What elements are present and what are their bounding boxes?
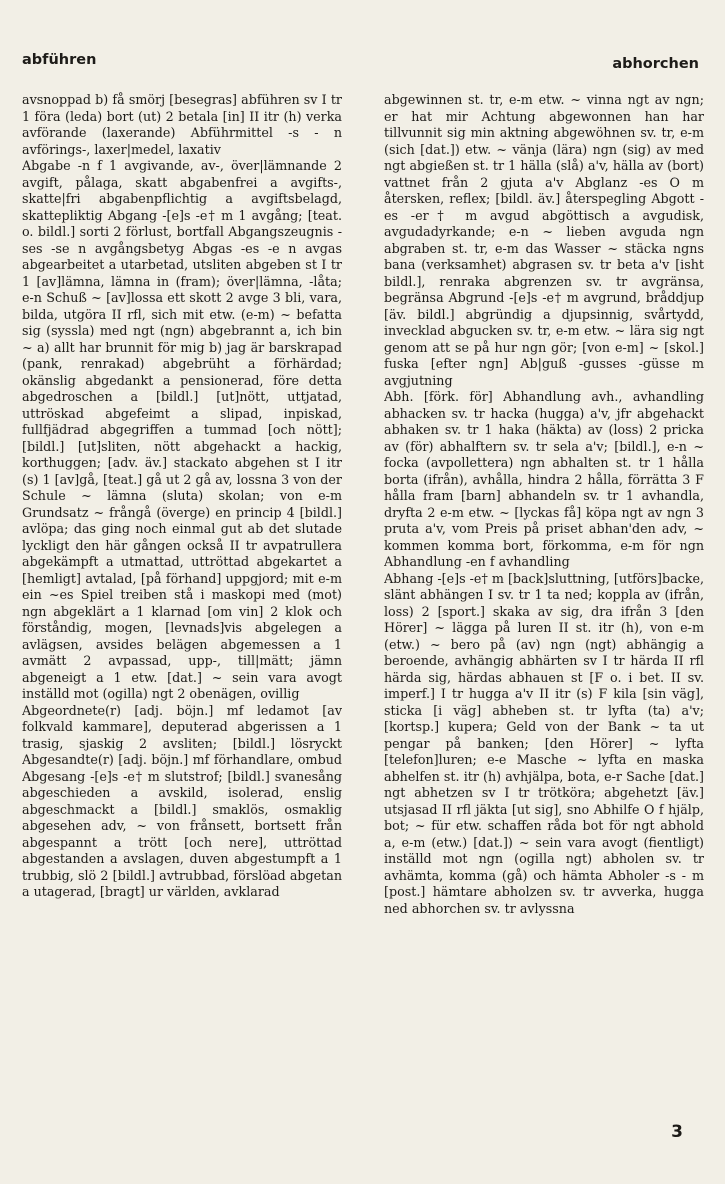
guide-word-left: abführen xyxy=(22,52,97,68)
entry-block: avsnoppad b) få smörj [besegras] abführen sv I tr 1 föra (leda) bort (ut) 2 betala [in] II itr (h) verka avförande (laxerande) Abführmittel -s - n avförings-, laxer|medel, laxativ xyxy=(22,92,342,157)
page-number: 3 xyxy=(671,1122,683,1142)
guide-word-right: abhorchen xyxy=(612,56,699,72)
entry-block: Abh. [förk. för] Abhandlung avh., avhandling abhacken sv. tr hacka (hugga) a'v, jfr abgehackt abhaken sv. tr 1 haka (häkta) av (loss) 2 pricka av (för) abhalftern sv. tr sela a'v; [bildl.], e-n ~ focka (avpollettera) ngn abhalten st. tr 1 hålla borta (ifrån), avhålla, hindra 2 hålla, förrätta 3 F hålla fram [barn] abhandeln sv. tr 1 avhandla, dryfta 2 e-m etw. ~ [lyckas få] köpa ngt av ngn 3 pruta a'v, vom Preis på priset abhan'den adv, ~ kommen komma bort, förkomma, e-m för ngn Abhandlung -en f avhandling xyxy=(384,389,704,569)
column-left xyxy=(22,92,342,1132)
entry-block: Abgabe -n f 1 avgivande, av-, över|lämnande 2 avgift, pålaga, skatt abgabenfrei a avgifts-, skatte|fri abgabenpflichtig a avgiftsbelagd, skattepliktig Abgang -[e]s -e† m 1 avgång; [teat. o. bildl.] sorti 2 förlust, bortfall Abgangszeugnis -ses -se n avgångsbetyg Abgas -es -e n avgas abgearbeitet a utarbetad, utsliten abgeben st I tr 1 [av]lämna, lämna in (fram); över|lämna, -låta; e-n Schuß ~ [av]lossa ett skott 2 avge 3 bli, vara, bilda, utgöra II rfl, sich mit etw. (e-m) ~ befatta sig (syssla) med ngt (ngn) abgebrannt a, ich bin ~ a) allt har brunnit för mig b) jag är barskrapad (pank, renrakad) abgebrüht a förhärdad; okänslig abgedankt a pensionerad, före detta abgedroschen a [bildl.] [ut]nött, uttjatad, uttröskad abgefeimt a slipad, inpiskad, fullfjädrad abgegriffen a tummad [och nött]; [bildl.] [ut]sliten, nött abgehackt a hackig, korthuggen; [adv. äv.] stackato abgehen st I itr (s) 1 [av]gå, [teat.] gå ut 2 gå av, lossna 3 von der Schule ~ lämna (sluta) skolan; von e-m Grundsatz ~ frångå (överge) en princip 4 [bildl.] avlöpa; das ging noch einmal gut ab det slutade lyckligt den här gången också II tr avpatrullera abgekämpft a utmattad, uttröttad abgekartet a [hemligt] avtalad, [på förhand] uppgjord; mit e-m ein ~es Spiel treiben stå i maskopi med (mot) ngn abgeklärt a 1 klarnad [om vin] 2 klok och förståndig, mogen, [levnads]vis abgelegen a avlägsen, avsides belägen abgemessen a 1 avmätt 2 avpassad, upp-, till|mätt; jämn abgeneigt a 1 etw. [dat.] ~ sein vara avogt inställd mot (ogilla) ngt 2 obenägen, ovillig xyxy=(22,158,342,701)
page-header xyxy=(22,48,703,76)
entry-block: Abhang -[e]s -e† m [back]sluttning, [utförs]backe, slänt abhängen I sv. tr 1 ta ned; koppla av (ifrån, loss) 2 [sport.] skaka av sig, dra ifrån 3 [den Hörer] ~ lägga på luren II st. itr (h), von e-m (etw.) ~ bero på (av) ngn (ngt) abhängig a beroende, avhängig abhärten sv I tr härda II rfl härda sig, härdas abhauen st [F o. i bet. II sv. imperf.] I tr hugga a'v II itr (s) F kila [sin väg], sticka [i väg] abheben st. tr lyfta (ta) a'v; [kortsp.] kupera; Geld von der Bank ~ ta ut pengar på banken; [den Hörer] ~ lyfta [telefon]luren; e-e Masche ~ lyfta en maska abhelfen st. itr (h) avhjälpa, bota, e-r Sache [dat.] ngt abhetzen sv I tr trötköra; abgehetzt [äv.] utsjasad II rfl jäkta [ut sig], sno Abhilfe O f hjälp, bot; ~ für etw. schaffen råda bot för ngt abhold a, e-m (etw.) [dat.]) ~ sein vara avogt (fientligt) inställd mot ngn (ogilla ngt) abholen sv. tr avhämta, komma (gå) och hämta Abholer -s - m [post.] hämtare abholzen sv. tr avverka, hugga ned abhorchen sv. tr avlyssna xyxy=(384,570,704,916)
column-right xyxy=(384,92,704,1132)
entry-block: Abgeordnete(r) [adj. böjn.] mf ledamot [av folkvald kammare], deputerad abgerissen a 1 trasig, sjaskig 2 avsliten; [bildl.] lösryckt Abgesandte(r) [adj. böjn.] mf förhandlare, ombud Abgesang -[e]s -e† m slutstrof; [bildl.] svanesång abgeschieden a avskild, isolerad, enslig abgeschmackt a [bildl.] smaklös, osmaklig abgesehen adv, ~ von frånsett, bortsett från abgespannt a trött [och nere], uttröttad abgestanden a avslagen, duven abgestumpft a 1 trubbig, slö 2 [bildl.] avtrubbad, förslöad abgetan a utagerad, [bragt] ur världen, avklarad xyxy=(22,702,342,899)
entry-block: abgewinnen st. tr, e-m etw. ~ vinna ngt av ngn; er hat mir Achtung abgewonnen han har tillvunnit sig min aktning abgewöhnen sv. tr, e-m (sich [dat.]) etw. ~ vänja (lära) ngn (sig) av med ngt abgießen st. tr 1 hälla (slå) a'v, hälla av (bort) vattnet från 2 gjuta a'v Abglanz -es O m återsken, reflex; [bildl. äv.] återspegling Abgott -es -er† m avgud abgöttisch a avgudisk, avgudadyrkande; e-n ~ lieben avguda ngn abgraben st. tr, e-m das Wasser ~ stäcka ngns bana (verksamhet) abgrasen sv. tr beta a'v [isht bildl.], renraka abgrenzen sv. tr avgränsa, begränsa Abgrund -[e]s -e† m avgrund, bråddjup [äv. bildl.] abgründig a djupsinnig, svårtydd, invecklad abgucken sv. tr, e-m etw. ~ lära sig ngt genom att se på hur ngn gör; [von e-m] ~ [skol.] fuska [efter ngn] Ab|guß -gusses -güsse m avgjutning xyxy=(384,92,704,388)
dictionary-columns xyxy=(22,92,704,1132)
